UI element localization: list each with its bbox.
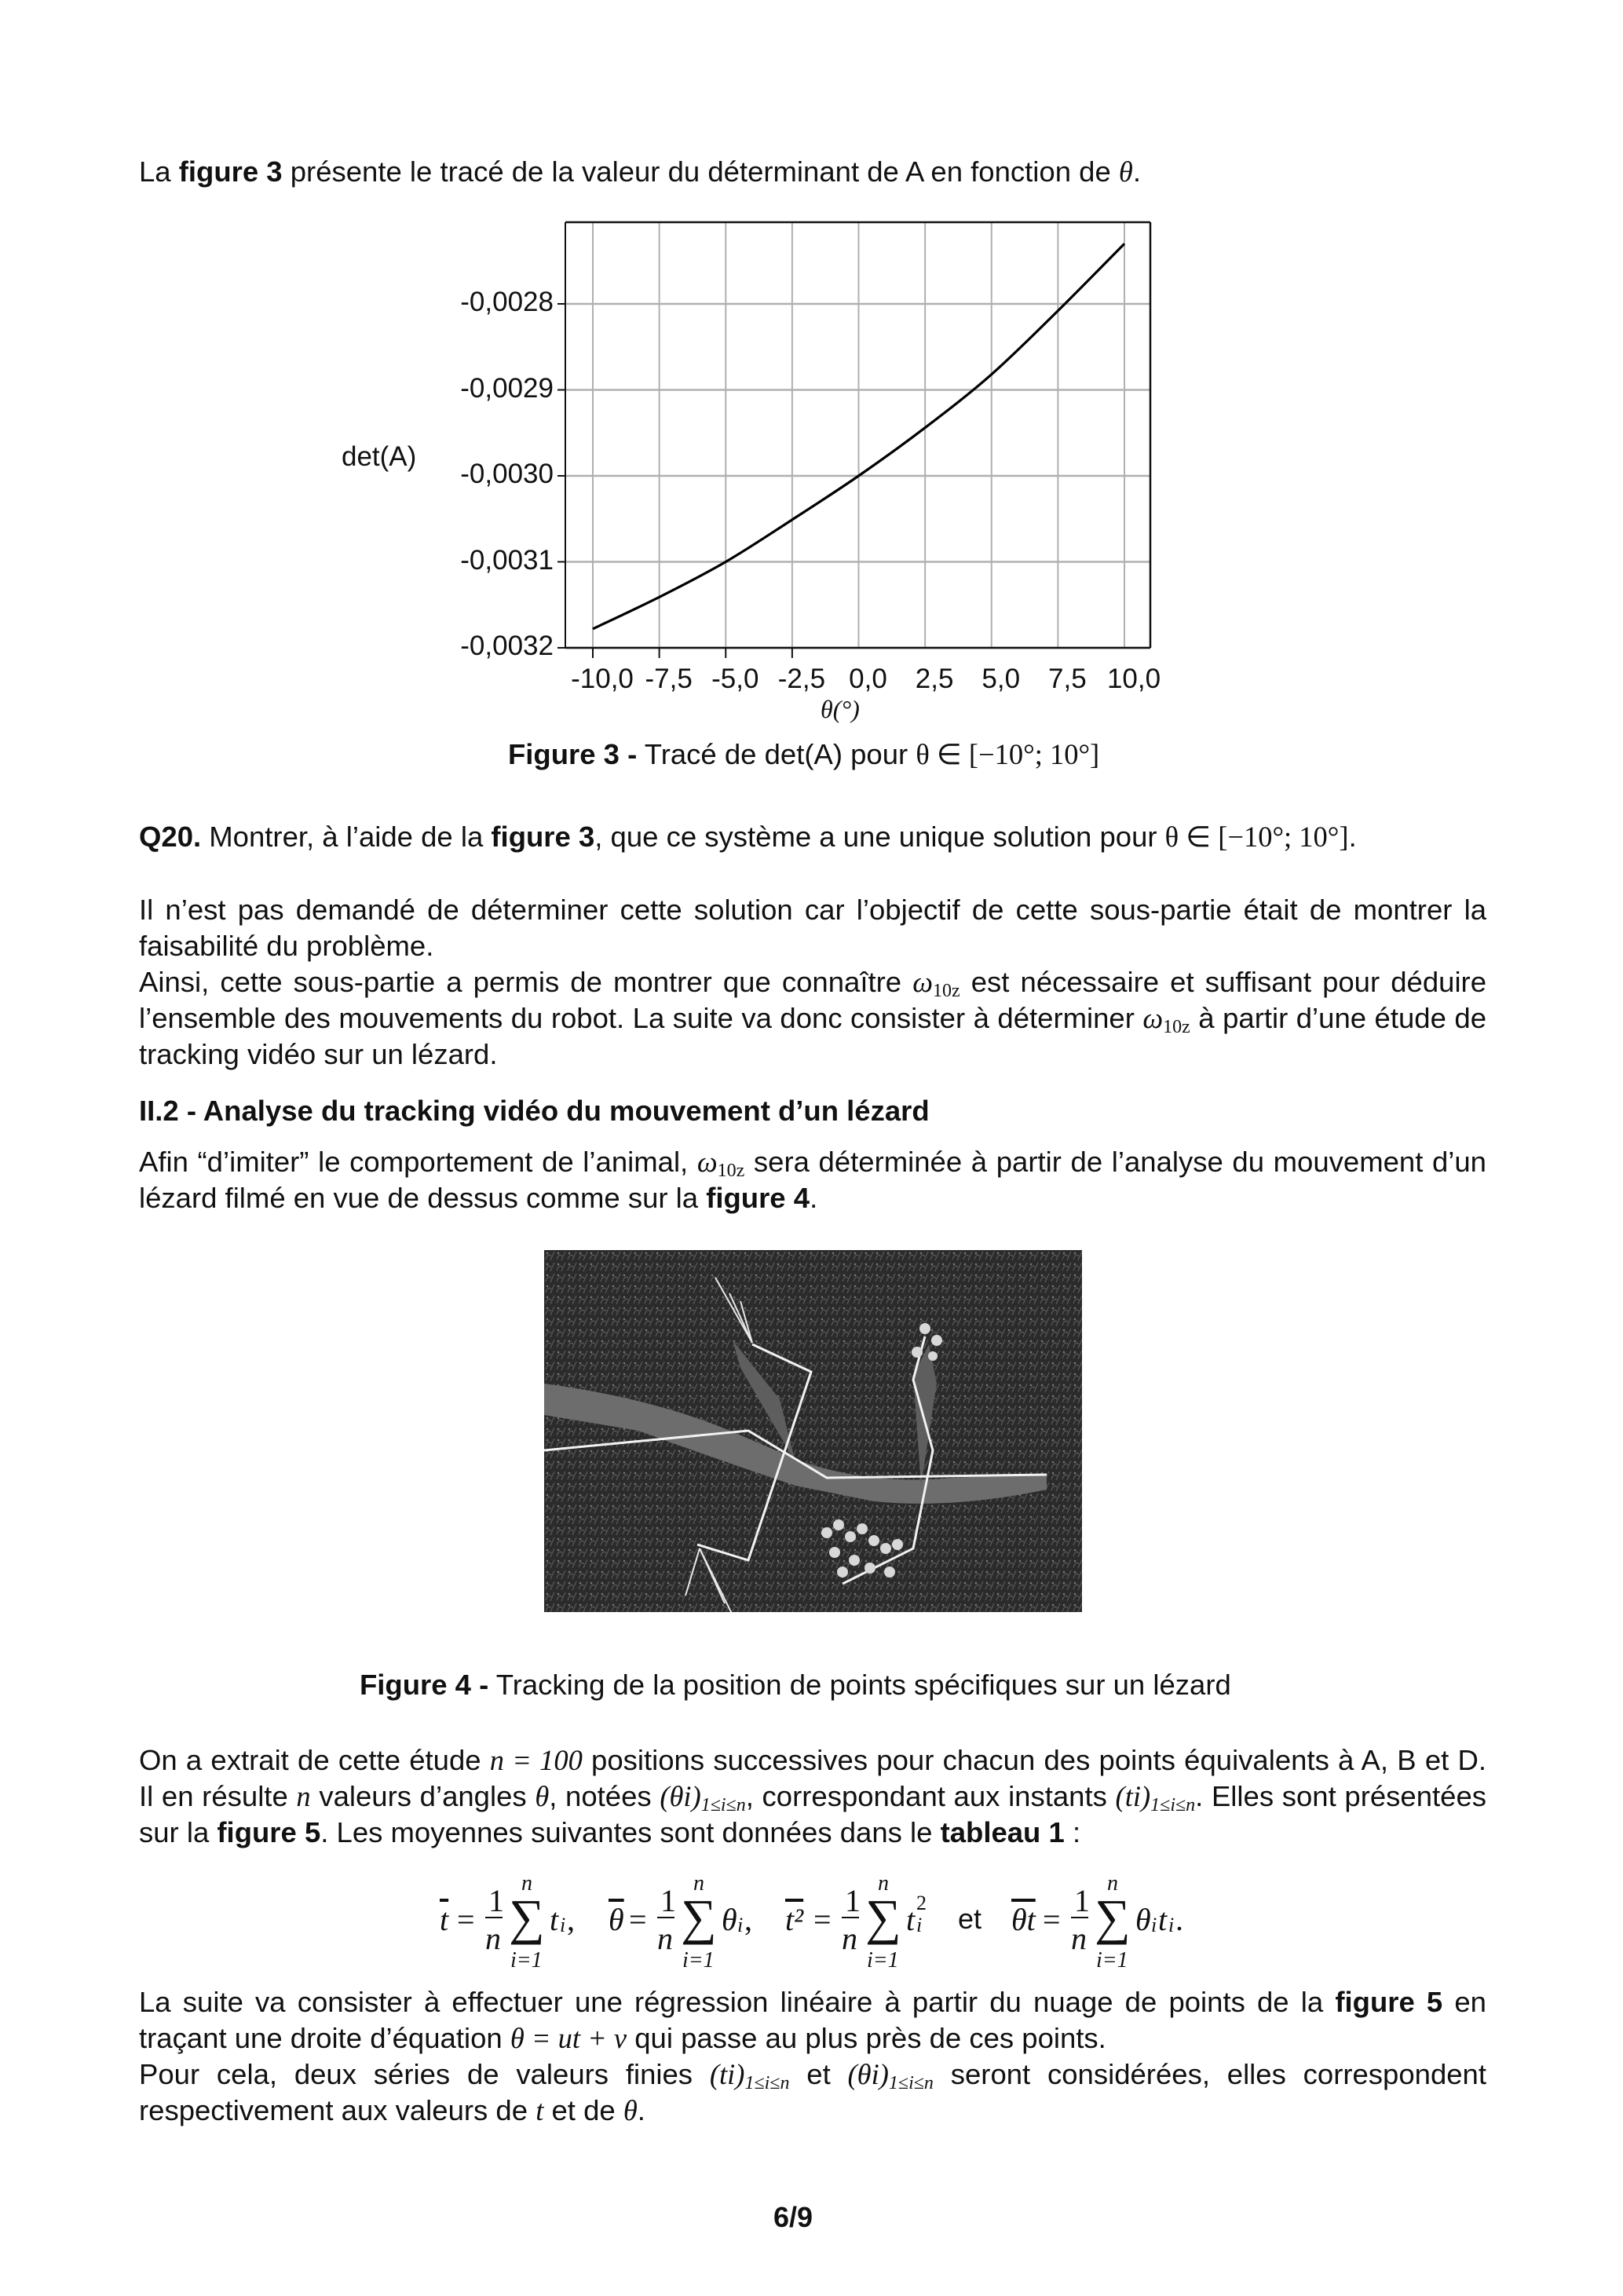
paragraph-text: : — [1064, 1816, 1081, 1848]
question-text: , que ce système a une unique solution pour — [594, 821, 1165, 853]
question-q20 — [139, 819, 1357, 855]
figure-4-caption — [360, 1667, 1231, 1703]
omega-symbol: ω — [696, 1146, 718, 1178]
lizard-image-drawing — [544, 1250, 1082, 1612]
x-tick-label: 0,0 — [849, 664, 887, 694]
paragraph-end: . — [810, 1182, 818, 1214]
sum-lower: i=1 — [682, 1948, 715, 1972]
series-range: 1≤i≤n — [744, 2073, 790, 2093]
figure-3-caption — [508, 737, 1099, 773]
theta-series: (θ — [660, 1780, 684, 1812]
fraction-bar — [657, 1917, 674, 1918]
lizard-tracking-image — [544, 1250, 1082, 1612]
conjunction-et: et — [958, 1903, 982, 1935]
term-subscript: i — [1151, 1914, 1157, 1936]
x-axis-label: θ(°) — [821, 695, 860, 723]
y-tick-label: -0,0032 — [460, 631, 554, 661]
sum-lower: i=1 — [1096, 1948, 1128, 1972]
x-tick-label: 2,5 — [915, 664, 954, 694]
intro-text: présente le tracé de la valeur du déterminant de A en fonction de — [282, 155, 1119, 188]
paragraph-text: et de — [543, 2094, 623, 2126]
figure-ref: figure 5 — [217, 1816, 321, 1848]
fraction-bar — [1071, 1917, 1088, 1918]
fraction-numerator: 1 — [488, 1883, 504, 1918]
paragraph-lizard-intro — [139, 1144, 1486, 1216]
paragraph-text: est nécessaire et suffisant pour déduire l’ensemble des mouvements du robot. La suite va donc consister à déterminer — [139, 966, 1487, 1034]
sum-term: t — [1158, 1902, 1168, 1937]
equals: = — [457, 1902, 475, 1937]
t-series: (t — [709, 2058, 728, 2090]
fraction-bar — [485, 1917, 503, 1918]
fraction-numerator: 1 — [660, 1883, 676, 1918]
paragraph-text: positions successives pour chacun des points équivalents à A, B et D. Il en résulte — [139, 1744, 1486, 1812]
t-bar: $\overline{t}$ — [440, 1902, 449, 1937]
t-squared-bar: t² — [785, 1902, 804, 1937]
sum-sign: ∑ — [509, 1889, 545, 1945]
series-close: i) — [871, 2058, 889, 2090]
caption-text: Tracé de det(A) pour — [637, 738, 916, 770]
fraction-denominator: n — [485, 1921, 501, 1956]
theta-symbol: θ — [535, 1780, 550, 1812]
x-tick-label: 5,0 — [981, 664, 1021, 694]
x-tick-label: -5,0 — [711, 664, 759, 694]
separator: , — [567, 1902, 575, 1937]
x-tick-label: 7,5 — [1048, 664, 1087, 694]
term-subscript: i — [916, 1914, 923, 1936]
sum-term: t — [906, 1902, 916, 1937]
paragraph-text: valeurs d’angles — [310, 1780, 536, 1812]
theta-t-bar: $\overline{\theta t}$ — [1011, 1902, 1036, 1937]
paragraph-text: à partir d’une étude de tracking vidéo sur un lézard. — [139, 1002, 1486, 1070]
x-tick-label: -10,0 — [571, 664, 634, 694]
sum-upper: n — [521, 1871, 532, 1896]
x-tick-label: -2,5 — [777, 664, 826, 694]
term-subscript: i — [560, 1914, 566, 1936]
omega-symbol: ω — [1142, 1002, 1164, 1034]
paragraph-text: sera déterminée à partir de l’analyse du mouvement d’un lézard filmé en vue de dessus comme sur la — [139, 1146, 1486, 1214]
caption-math: θ ∈ [−10°; 10°] — [916, 738, 1100, 770]
sum-upper: n — [693, 1871, 704, 1896]
plot-area — [330, 220, 1162, 707]
fraction-denominator: n — [657, 1921, 673, 1956]
x-tick-label: -7,5 — [645, 664, 693, 694]
section-heading: II.2 - Analyse du tracking vidéo du mouvement d’un lézard — [139, 1095, 930, 1127]
figure-ref: figure 3 — [491, 821, 595, 853]
series-range: 1≤i≤n — [888, 2073, 934, 2093]
theta-bar: $\overline{\theta}$ — [609, 1902, 624, 1937]
omega-subscript: 10z — [1163, 1017, 1190, 1037]
paragraph-text: . Elles sont présentées sur la — [139, 1780, 1487, 1848]
term-subscript: i — [1168, 1914, 1175, 1936]
figure-3-chart — [330, 220, 1162, 723]
n-equation: n = 100 — [489, 1744, 583, 1776]
question-math: θ ∈ [−10°; 10°] — [1164, 821, 1349, 853]
t-symbol: t — [536, 2094, 544, 2126]
series-close: i) — [683, 1780, 701, 1812]
formula-end: . — [1175, 1902, 1183, 1937]
x-tick-label: 10,0 — [1106, 664, 1161, 694]
fraction-numerator: 1 — [1074, 1883, 1090, 1918]
paragraph-text: Pour cela, deux séries de valeurs finies — [139, 2058, 710, 2090]
sum-lower: i=1 — [510, 1948, 543, 1972]
t-series: (t — [1115, 1780, 1133, 1812]
paragraph-end: . — [637, 2094, 645, 2126]
n-symbol: n — [296, 1780, 311, 1812]
omega-symbol: ω — [912, 966, 933, 998]
sum-sign: ∑ — [865, 1889, 901, 1945]
paragraph-text: et — [789, 2058, 848, 2090]
sum-sign: ∑ — [681, 1889, 717, 1945]
caption-label: Figure 4 - — [360, 1669, 489, 1701]
equals: = — [629, 1902, 647, 1937]
series-range: 1≤i≤n — [1150, 1795, 1196, 1815]
fraction-numerator: 1 — [845, 1883, 861, 1918]
sum-term: θ — [722, 1902, 737, 1937]
paragraph-text: Afin “d’imiter” le comportement de l’animal, — [139, 1146, 697, 1178]
y-tick-label: -0,0031 — [460, 544, 554, 576]
paragraph-text: La suite va consister à effectuer une régression linéaire à partir du nuage de points de la — [139, 1986, 1336, 2018]
series-range: 1≤i≤n — [700, 1795, 746, 1815]
fraction-denominator: n — [842, 1921, 857, 1956]
question-end: . — [1348, 821, 1357, 853]
figure-ref: figure 4 — [706, 1182, 810, 1214]
page-number: 6/9 — [773, 2201, 813, 2233]
paragraph-feasibility — [139, 892, 1486, 1073]
omega-subscript: 10z — [717, 1161, 745, 1181]
y-tick-label: -0,0028 — [460, 287, 554, 317]
table-ref: tableau 1 — [940, 1816, 1065, 1848]
equals: = — [813, 1902, 832, 1937]
term-subscript: i — [737, 1914, 744, 1936]
sum-term: t — [550, 1902, 559, 1937]
y-axis-label: det(A) — [342, 441, 417, 472]
theta-symbol: θ — [1118, 155, 1133, 188]
question-number: Q20. — [139, 821, 202, 853]
figure-ref: figure 3 — [178, 155, 283, 188]
paragraph-text: . Les moyennes suivantes sont données dans le — [320, 1816, 941, 1848]
y-tick-label: -0,0030 — [460, 459, 554, 489]
series-close: i) — [727, 2058, 745, 2090]
paragraph-regression — [139, 1984, 1486, 2129]
fraction-bar — [842, 1917, 859, 1918]
sum-term: θ — [1135, 1902, 1151, 1937]
paragraph-data-extraction — [139, 1742, 1486, 1851]
series-close: i) — [1132, 1780, 1151, 1812]
intro-text: La — [139, 155, 179, 188]
question-text: Montrer, à l’aide de la — [201, 821, 492, 853]
paragraph-text: , notées — [549, 1780, 660, 1812]
figure-ref: figure 5 — [1335, 1986, 1443, 2018]
term-exponent: 2 — [916, 1892, 927, 1914]
paragraph-text: , correspondant aux instants — [745, 1780, 1116, 1812]
fraction-denominator: n — [1071, 1921, 1087, 1956]
theta-symbol: θ — [623, 2094, 638, 2126]
separator: , — [744, 1902, 752, 1937]
paragraph-text: Ainsi, cette sous-partie a permis de montrer que connaître — [139, 966, 913, 998]
intro-end: . — [1132, 155, 1141, 188]
sum-sign: ∑ — [1095, 1889, 1131, 1945]
paragraph-text: On a extrait de cette étude — [139, 1744, 490, 1776]
line-equation: θ = ut + v — [510, 2022, 627, 2054]
caption-label: Figure 3 - — [508, 738, 638, 770]
theta-series: (θ — [847, 2058, 872, 2090]
omega-subscript: 10z — [932, 981, 960, 1001]
sum-upper: n — [1107, 1871, 1118, 1896]
paragraph-text: en traçant une droite d’équation — [139, 1986, 1486, 2054]
grass-background — [544, 1250, 1082, 1612]
sum-lower: i=1 — [867, 1948, 899, 1972]
equals: = — [1043, 1902, 1061, 1937]
sum-upper: n — [878, 1871, 889, 1896]
paragraph-text: Il n’est pas demandé de déterminer cette solution car l’objectif de cette sous-partie était de montrer la faisabilité du problème. — [139, 894, 1486, 962]
paragraph-text: qui passe au plus près de ces points. — [627, 2022, 1106, 2054]
y-tick-label: -0,0029 — [460, 372, 554, 404]
caption-text: Tracking de la position de points spécifiques sur un lézard — [488, 1669, 1231, 1701]
intro-paragraph — [139, 154, 1141, 190]
paragraph-text: seront considérées, elles correspondent respectivement aux valeurs de — [139, 2058, 1486, 2126]
